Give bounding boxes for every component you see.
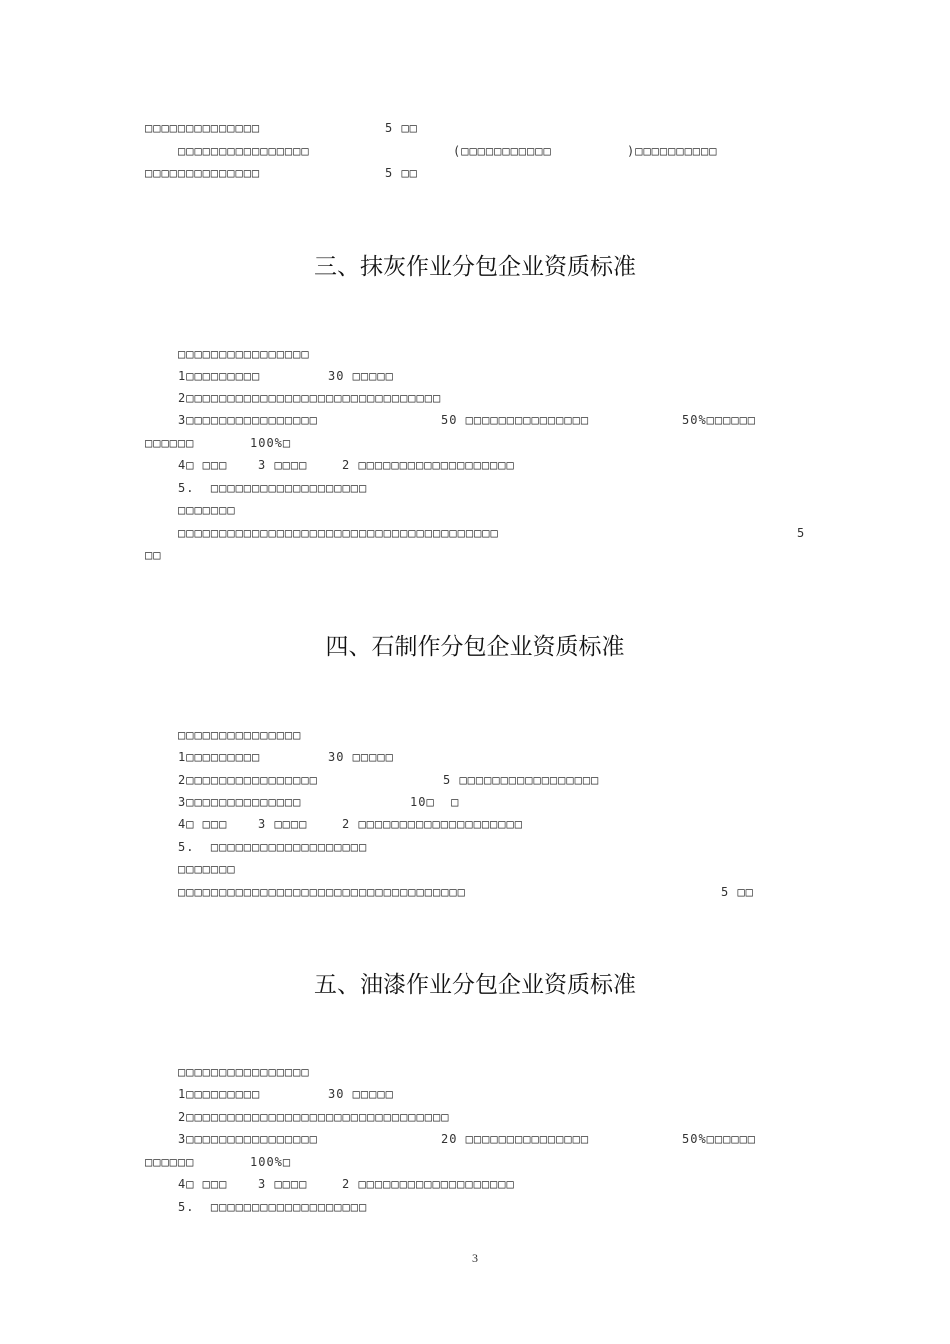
text-segment: 1□□□□□□□□□ xyxy=(178,750,261,764)
text-line xyxy=(145,885,845,941)
text-segment: )□□□□□□□□□□ xyxy=(627,144,718,158)
text-segment: □□□□□□□ xyxy=(178,862,236,876)
text-segment: 2 □□□□□□□□□□□□□□□□□□□ xyxy=(342,458,515,472)
text-segment: 3□□□□□□□□□□□□□□□□ xyxy=(178,1132,318,1146)
section-heading: 三、抹灰作业分包企业资质标准 xyxy=(314,254,636,280)
text-segment: □□□□□□□□□□□□□□□□□□□□□□□□□□□□□□□□□□□ xyxy=(178,885,466,899)
text-segment: 50 □□□□□□□□□□□□□□□ xyxy=(441,413,590,427)
text-segment: 3□□□□□□□□□□□□□□□□ xyxy=(178,413,318,427)
text-segment: 50%□□□□□□ xyxy=(682,413,757,427)
text-segment: 20 □□□□□□□□□□□□□□□ xyxy=(441,1132,590,1146)
text-segment: 3 □□□□ xyxy=(258,817,308,831)
section-heading: 五、油漆作业分包企业资质标准 xyxy=(314,972,636,998)
text-segment: 2□□□□□□□□□□□□□□□□□□□□□□□□□□□□□□□ xyxy=(178,391,442,405)
text-segment: □□□□□□ xyxy=(145,436,195,450)
text-segment: □□□□□□□□□□□□□□□ xyxy=(178,728,302,742)
text-segment: 10□ □ xyxy=(410,795,460,809)
text-segment: □□□□□□□ xyxy=(178,503,236,517)
text-segment: □□□□□□□□□□□□□□□□ xyxy=(178,144,310,158)
page-number: 3 xyxy=(472,1251,478,1265)
section-heading: 四、石制作分包企业资质标准 xyxy=(325,634,625,660)
text-segment: 2 □□□□□□□□□□□□□□□□□□□ xyxy=(342,1177,515,1191)
text-segment: □□ xyxy=(145,548,162,562)
text-segment: □□□□□□□□□□□□□□□□ xyxy=(178,347,310,361)
text-segment: 5. □□□□□□□□□□□□□□□□□□□ xyxy=(178,1200,368,1214)
text-segment: □□□□□□□□□□□□□□□□□□□□□□□□□□□□□□□□□□□□□□□ xyxy=(178,526,499,540)
text-segment: 5. □□□□□□□□□□□□□□□□□□□ xyxy=(178,840,368,854)
text-segment: 4□ □□□ xyxy=(178,458,228,472)
text-segment: 3 □□□□ xyxy=(258,458,308,472)
text-segment: 50%□□□□□□ xyxy=(682,1132,757,1146)
text-line xyxy=(145,1200,845,1242)
text-segment: 5. □□□□□□□□□□□□□□□□□□□ xyxy=(178,481,368,495)
text-segment: (□□□□□□□□□□□ xyxy=(453,144,552,158)
text-segment: 30 □□□□□ xyxy=(328,369,394,383)
text-segment: 3 □□□□ xyxy=(258,1177,308,1191)
text-segment: 4□ □□□ xyxy=(178,817,228,831)
text-segment: 100%□ xyxy=(250,1155,292,1169)
text-segment: □□□□□□ xyxy=(145,1155,195,1169)
text-segment: □□□□□□□□□□□□□□ xyxy=(145,166,261,180)
text-segment: 2□□□□□□□□□□□□□□□□ xyxy=(178,773,318,787)
text-segment: 5 □□ xyxy=(721,885,754,899)
text-line xyxy=(145,166,845,222)
text-segment: 30 □□□□□ xyxy=(328,750,394,764)
text-segment: 5 □□□□□□□□□□□□□□□□□ xyxy=(443,773,600,787)
text-segment: 2□□□□□□□□□□□□□□□□□□□□□□□□□□□□□□□□ xyxy=(178,1110,450,1124)
text-segment: □□□□□□□□□□□□□□ xyxy=(145,121,261,135)
text-segment: 100%□ xyxy=(250,436,292,450)
text-segment: 4□ □□□ xyxy=(178,1177,228,1191)
text-segment: 1□□□□□□□□□ xyxy=(178,1087,261,1101)
text-segment: 5 □□ xyxy=(385,166,418,180)
text-segment: 5 xyxy=(797,526,806,540)
text-segment: 3□□□□□□□□□□□□□□ xyxy=(178,795,302,809)
text-segment: 2 □□□□□□□□□□□□□□□□□□□□ xyxy=(342,817,523,831)
text-segment: 30 □□□□□ xyxy=(328,1087,394,1101)
text-segment: 1□□□□□□□□□ xyxy=(178,369,261,383)
text-segment: 5 □□ xyxy=(385,121,418,135)
text-segment: □□□□□□□□□□□□□□□□ xyxy=(178,1065,310,1079)
text-line xyxy=(145,548,845,590)
